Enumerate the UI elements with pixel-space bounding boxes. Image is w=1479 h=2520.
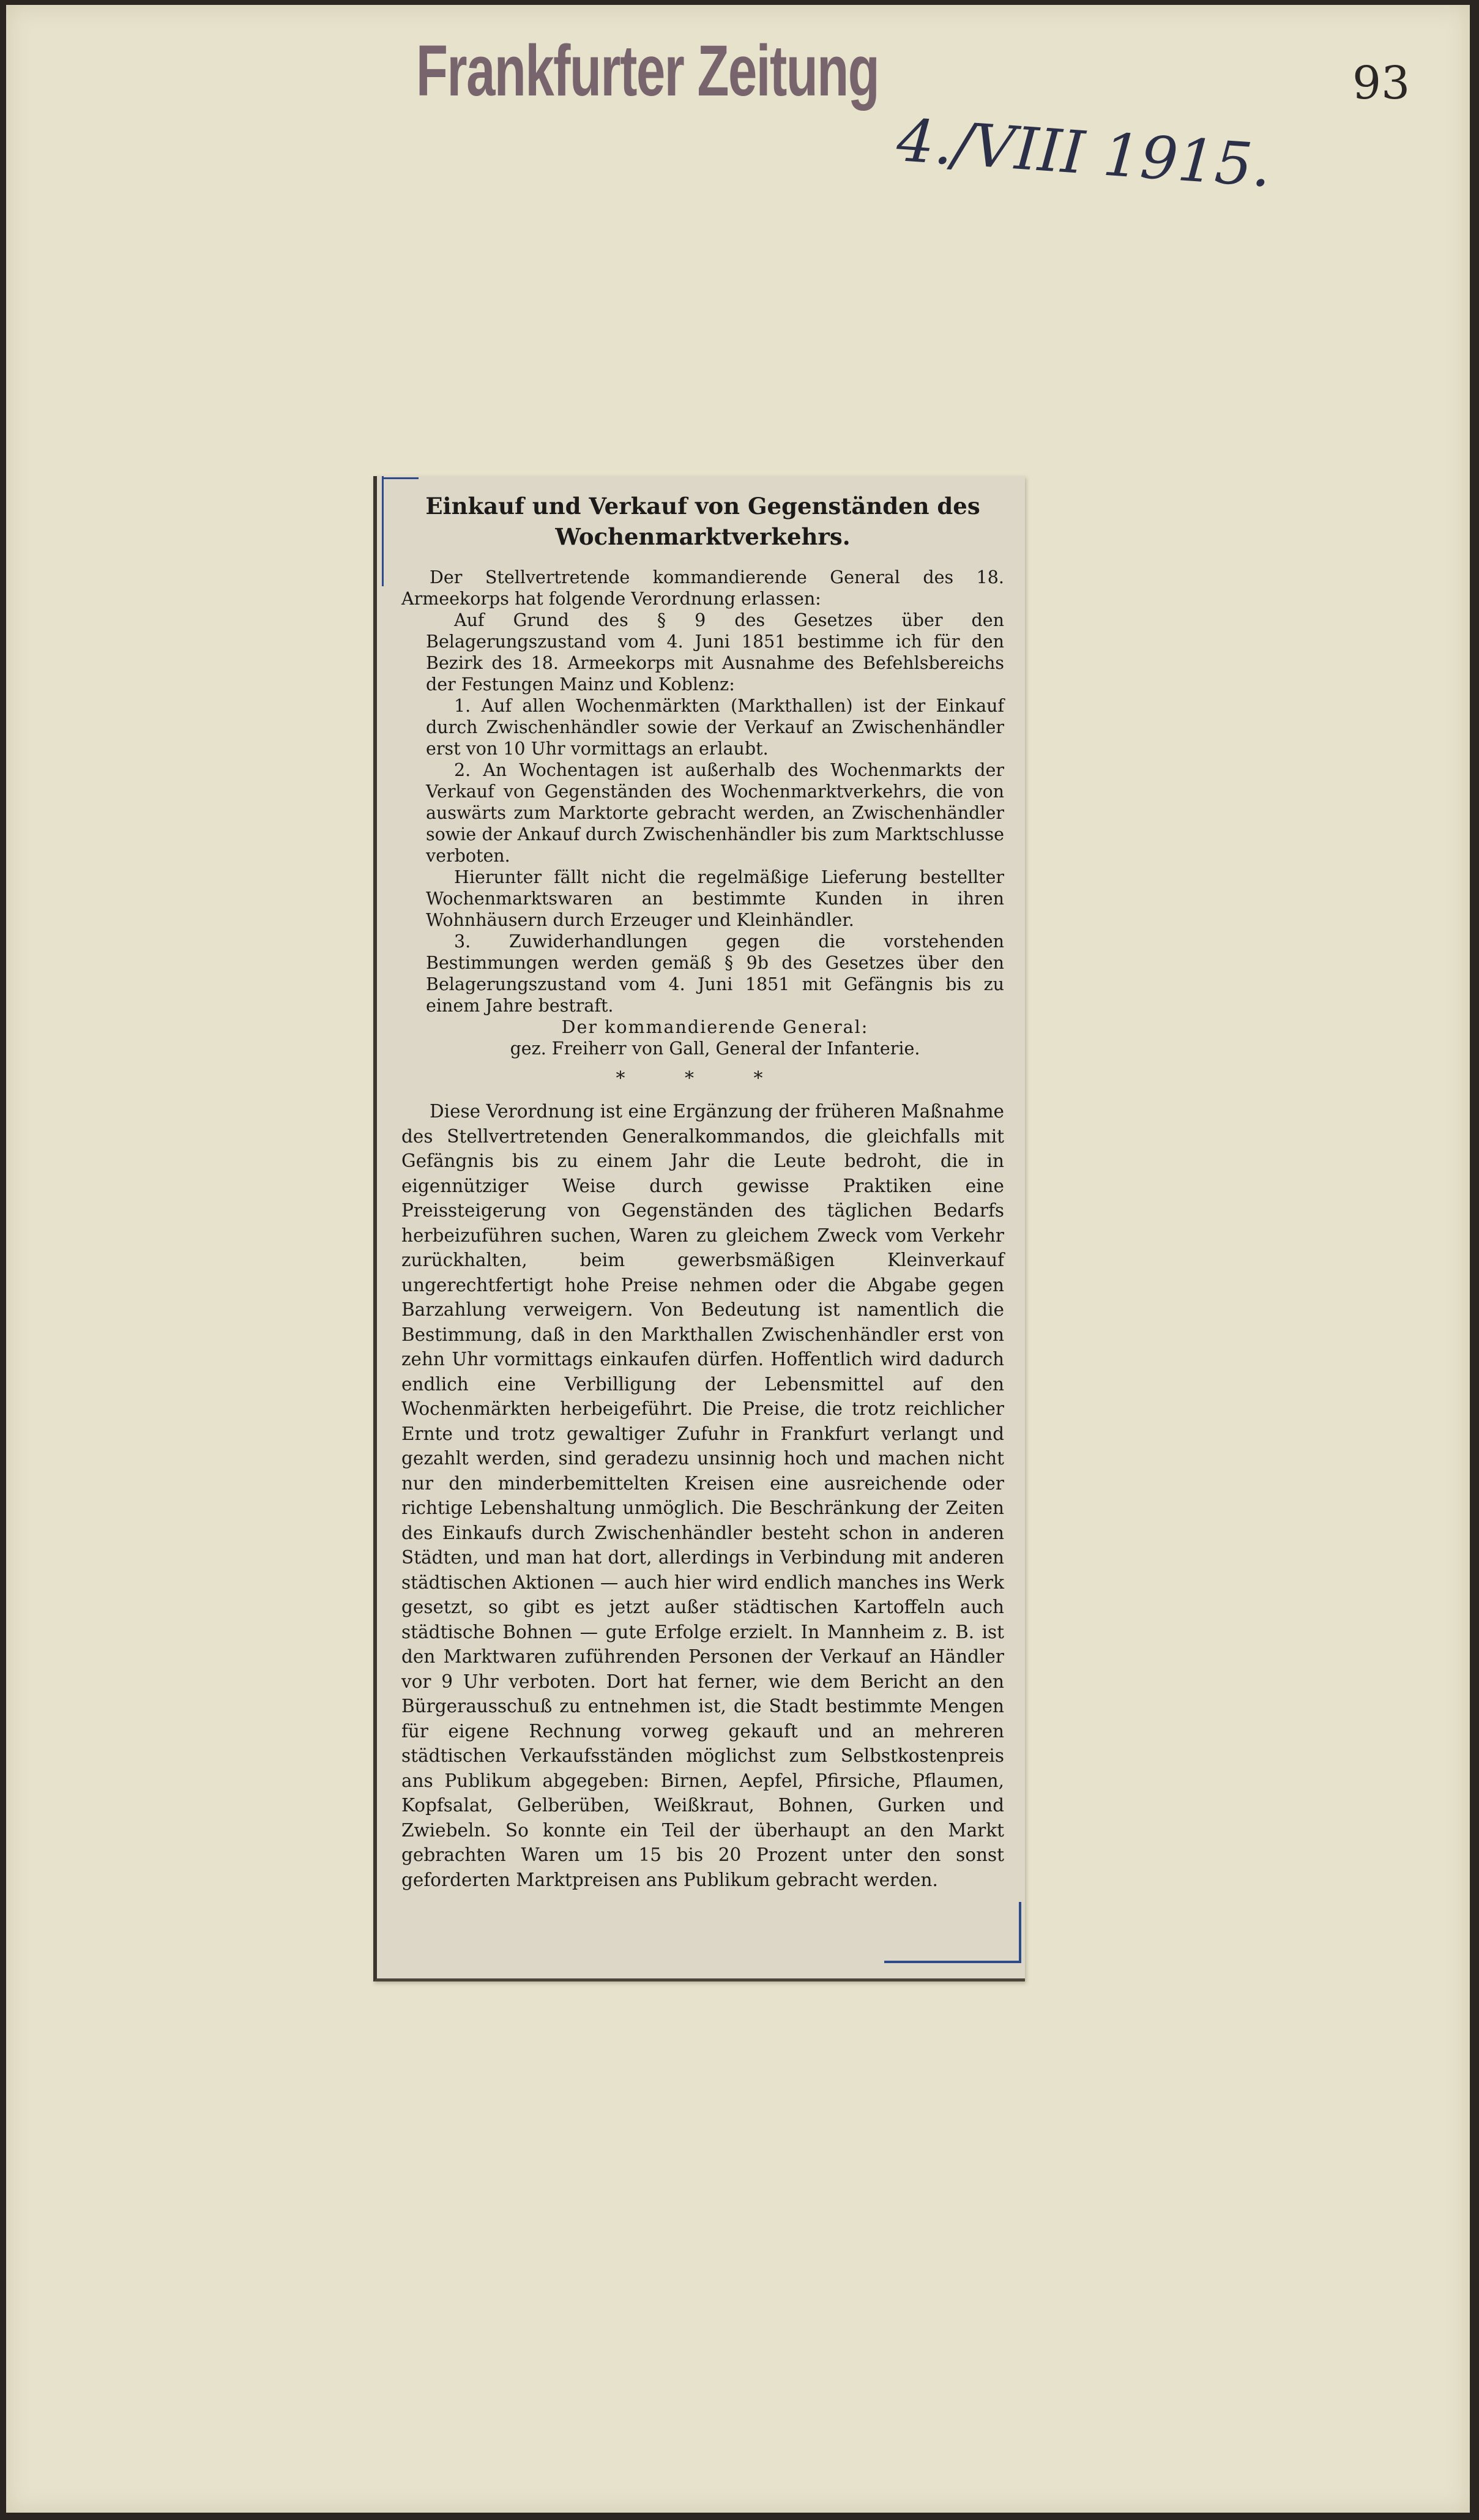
ordinance-item-2: 2. An Wochentagen ist außerhalb des Wochenmarkts der Verkauf von Gegenständen des Wochenmarktverkehrs, die von auswärts zum Marktorte gebracht werden, an Zwischenhändler sowie der Ankauf durch Zwischenhändler bis zum Marktschlusse verboten. bbox=[426, 760, 1004, 866]
signature: gez. Freiherr von Gall, General der Infanterie. bbox=[510, 1038, 920, 1059]
article-headline bbox=[401, 491, 1004, 552]
ordinance-body bbox=[401, 609, 1004, 1059]
headline-line-2: Wochenmarktverkehrs. bbox=[555, 523, 851, 550]
commentary-text bbox=[401, 1099, 1004, 1892]
headline-line-1: Einkauf und Verkauf von Gegenständen des bbox=[425, 493, 980, 520]
ordinance-item-3: 3. Zuwiderhandlungen gegen die vorstehenden Bestimmungen werden gemäß § 9b des Gesetzes über den Belagerungszustand vom 4. Juni 1851 mit Gefängnis bis zu einem Jahre bestraft. bbox=[426, 931, 1004, 1016]
newspaper-stamp: Frankfurter Zeitung bbox=[416, 31, 879, 111]
archive-sheet bbox=[6, 5, 1470, 2513]
ordinance-preamble: Auf Grund des § 9 des Gesetzes über den Belagerungszustand vom 4. Juni 1851 bestimme ich für den Bezirk des 18. Armeekorps mit Ausnahme des Befehlsbereichs der Festungen Mainz und Koblenz: bbox=[426, 610, 1004, 695]
commentary-paragraph: Diese Verordnung ist eine Ergänzung der früheren Maßnahme des Stellvertretenden Generalkommandos, die gleichfalls mit Gefängnis bis zu einem Jahr die Leute bedroht, die in eigennütziger Weise durch gewisse Praktiken eine Preissteigerung von Gegenständen des täglichen Bedarfs herbeizuführen suchen, Waren zu gleichem Zweck vom Verkehr zurückhalten, beim gewerbsmäßigen Kleinverkauf ungerechtfertigt hohe Preise nehmen oder die Abgabe gegen Barzahlung verweigern. Von Bedeutung ist namentlich die Bestimmung, daß in den Markthallen Zwischenhändler erst von zehn Uhr vormittags einkaufen dürfen. Hoffentlich wird dadurch endlich eine Verbilligung der Lebensmittel auf den Wochenmärkten herbeigeführt. Die Preise, die trotz reichlicher Ernte und trotz gewaltiger Zufuhr in Frankfurt verlangt und gezahlt werden, sind geradezu unsinnig hoch und machen nicht nur den minderbemittelten Kreisen eine ausreichende oder richtige Lebenshaltung unmöglich. Die Beschränkung der Zeiten des Einkaufs durch Zwischenhändler besteht schon in anderen Städten, und man hat dort, allerdings in Verbindung mit anderen städtischen Aktionen — auch hier wird endlich manches ins Werk gesetzt, so gibt es jetzt außer städtischen Kartoffeln auch städtische Bohnen — gute Erfolge erzielt. In Mannheim z. B. ist den Marktwaren zuführenden Personen der Verkauf an Händler vor 9 Uhr verboten. Dort hat ferner, wie dem Bericht an den Bürgerausschuß zu entnehmen ist, die Stadt bestimmte Mengen für eigene Rechnung vorweg gekauft und an mehreren städtischen Verkaufsständen möglichst zum Selbstkostenpreis ans Publikum abgegeben: Birnen, Aepfel, Pfirsiche, Pflaumen, Kopfsalat, Gelberüben, Weißkraut, Bohnen, Gurken und Zwiebeln. So konnte ein Teil der überhaupt an den Markt gebrachten Waren um 15 bis 20 Prozent unter den sonst geforderten Marktpreisen ans Publikum gebracht werden. bbox=[401, 1101, 1004, 1890]
page-number: 93 bbox=[1352, 57, 1410, 110]
section-separator: * * * bbox=[616, 1068, 790, 1089]
ordinance-item-2b: Hierunter fällt nicht die regelmäßige Lieferung bestellter Wochenmarktswaren an bestimmte Kunden in ihren Wohnhäusern durch Erzeuger und Kleinhändler. bbox=[426, 867, 1004, 930]
pencil-mark-bottom bbox=[1019, 1902, 1021, 1963]
pencil-mark-top-horizontal bbox=[382, 477, 419, 479]
pencil-mark-bottom-horizontal bbox=[884, 1961, 1019, 1963]
signature-title: Der kommandierende General: bbox=[561, 1017, 869, 1037]
newspaper-clipping bbox=[373, 476, 1025, 1981]
ordinance-intro: Der Stellvertretende kommandierende General des 18. Armeekorps hat folgende Verordnung erlassen: bbox=[401, 567, 1004, 609]
pencil-mark-top bbox=[382, 476, 384, 586]
handwritten-date: 4./VIII 1915. bbox=[895, 106, 1273, 201]
ordinance-item-1: 1. Auf allen Wochenmärkten (Markthallen) ist der Einkauf durch Zwischenhändler sowie der Verkauf an Zwischenhändler erst von 10 Uhr vormittags an erlaubt. bbox=[426, 696, 1004, 759]
ordinance-text bbox=[401, 567, 1004, 1059]
